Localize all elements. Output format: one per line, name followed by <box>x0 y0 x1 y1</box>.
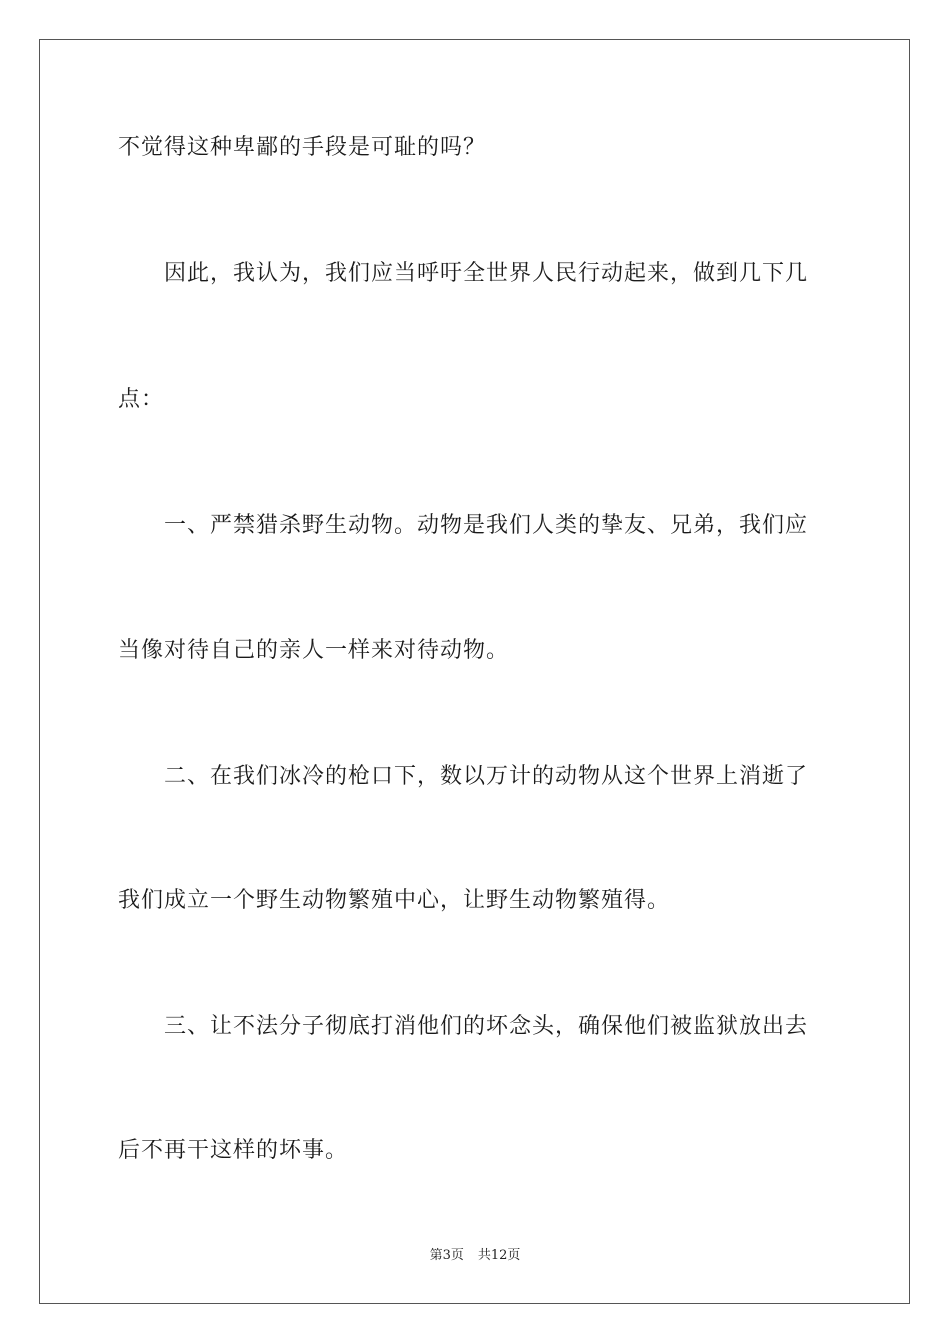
page-frame <box>39 39 910 1304</box>
text-line-2: 因此，我认为，我们应当呼吁全世界人民行动起来，做到几下几 <box>164 261 809 286</box>
page-number-total: 共12页 <box>477 1248 521 1263</box>
page-footer <box>0 1247 950 1265</box>
text-line-5: 当像对待自己的亲人一样来对待动物。 <box>118 638 510 663</box>
text-line-3: 点： <box>118 387 165 412</box>
text-line-4: 一、严禁猎杀野生动物。动物是我们人类的挚友、兄弟，我们应 <box>164 513 809 538</box>
text-line-8: 三、让不法分子彻底打消他们的坏念头，确保他们被监狱放出去 <box>164 1014 809 1039</box>
text-line-9: 后不再干这样的坏事。 <box>118 1138 349 1163</box>
text-line-6: 二、在我们冰冷的枪口下，数以万计的动物从这个世界上消逝了 <box>164 764 809 789</box>
page-number-current: 第3页 <box>429 1248 464 1263</box>
text-line-7: 我们成立一个野生动物繁殖中心，让野生动物繁殖得。 <box>118 888 671 913</box>
text-line-1: 不觉得这种卑鄙的手段是可耻的吗？ <box>118 135 487 160</box>
